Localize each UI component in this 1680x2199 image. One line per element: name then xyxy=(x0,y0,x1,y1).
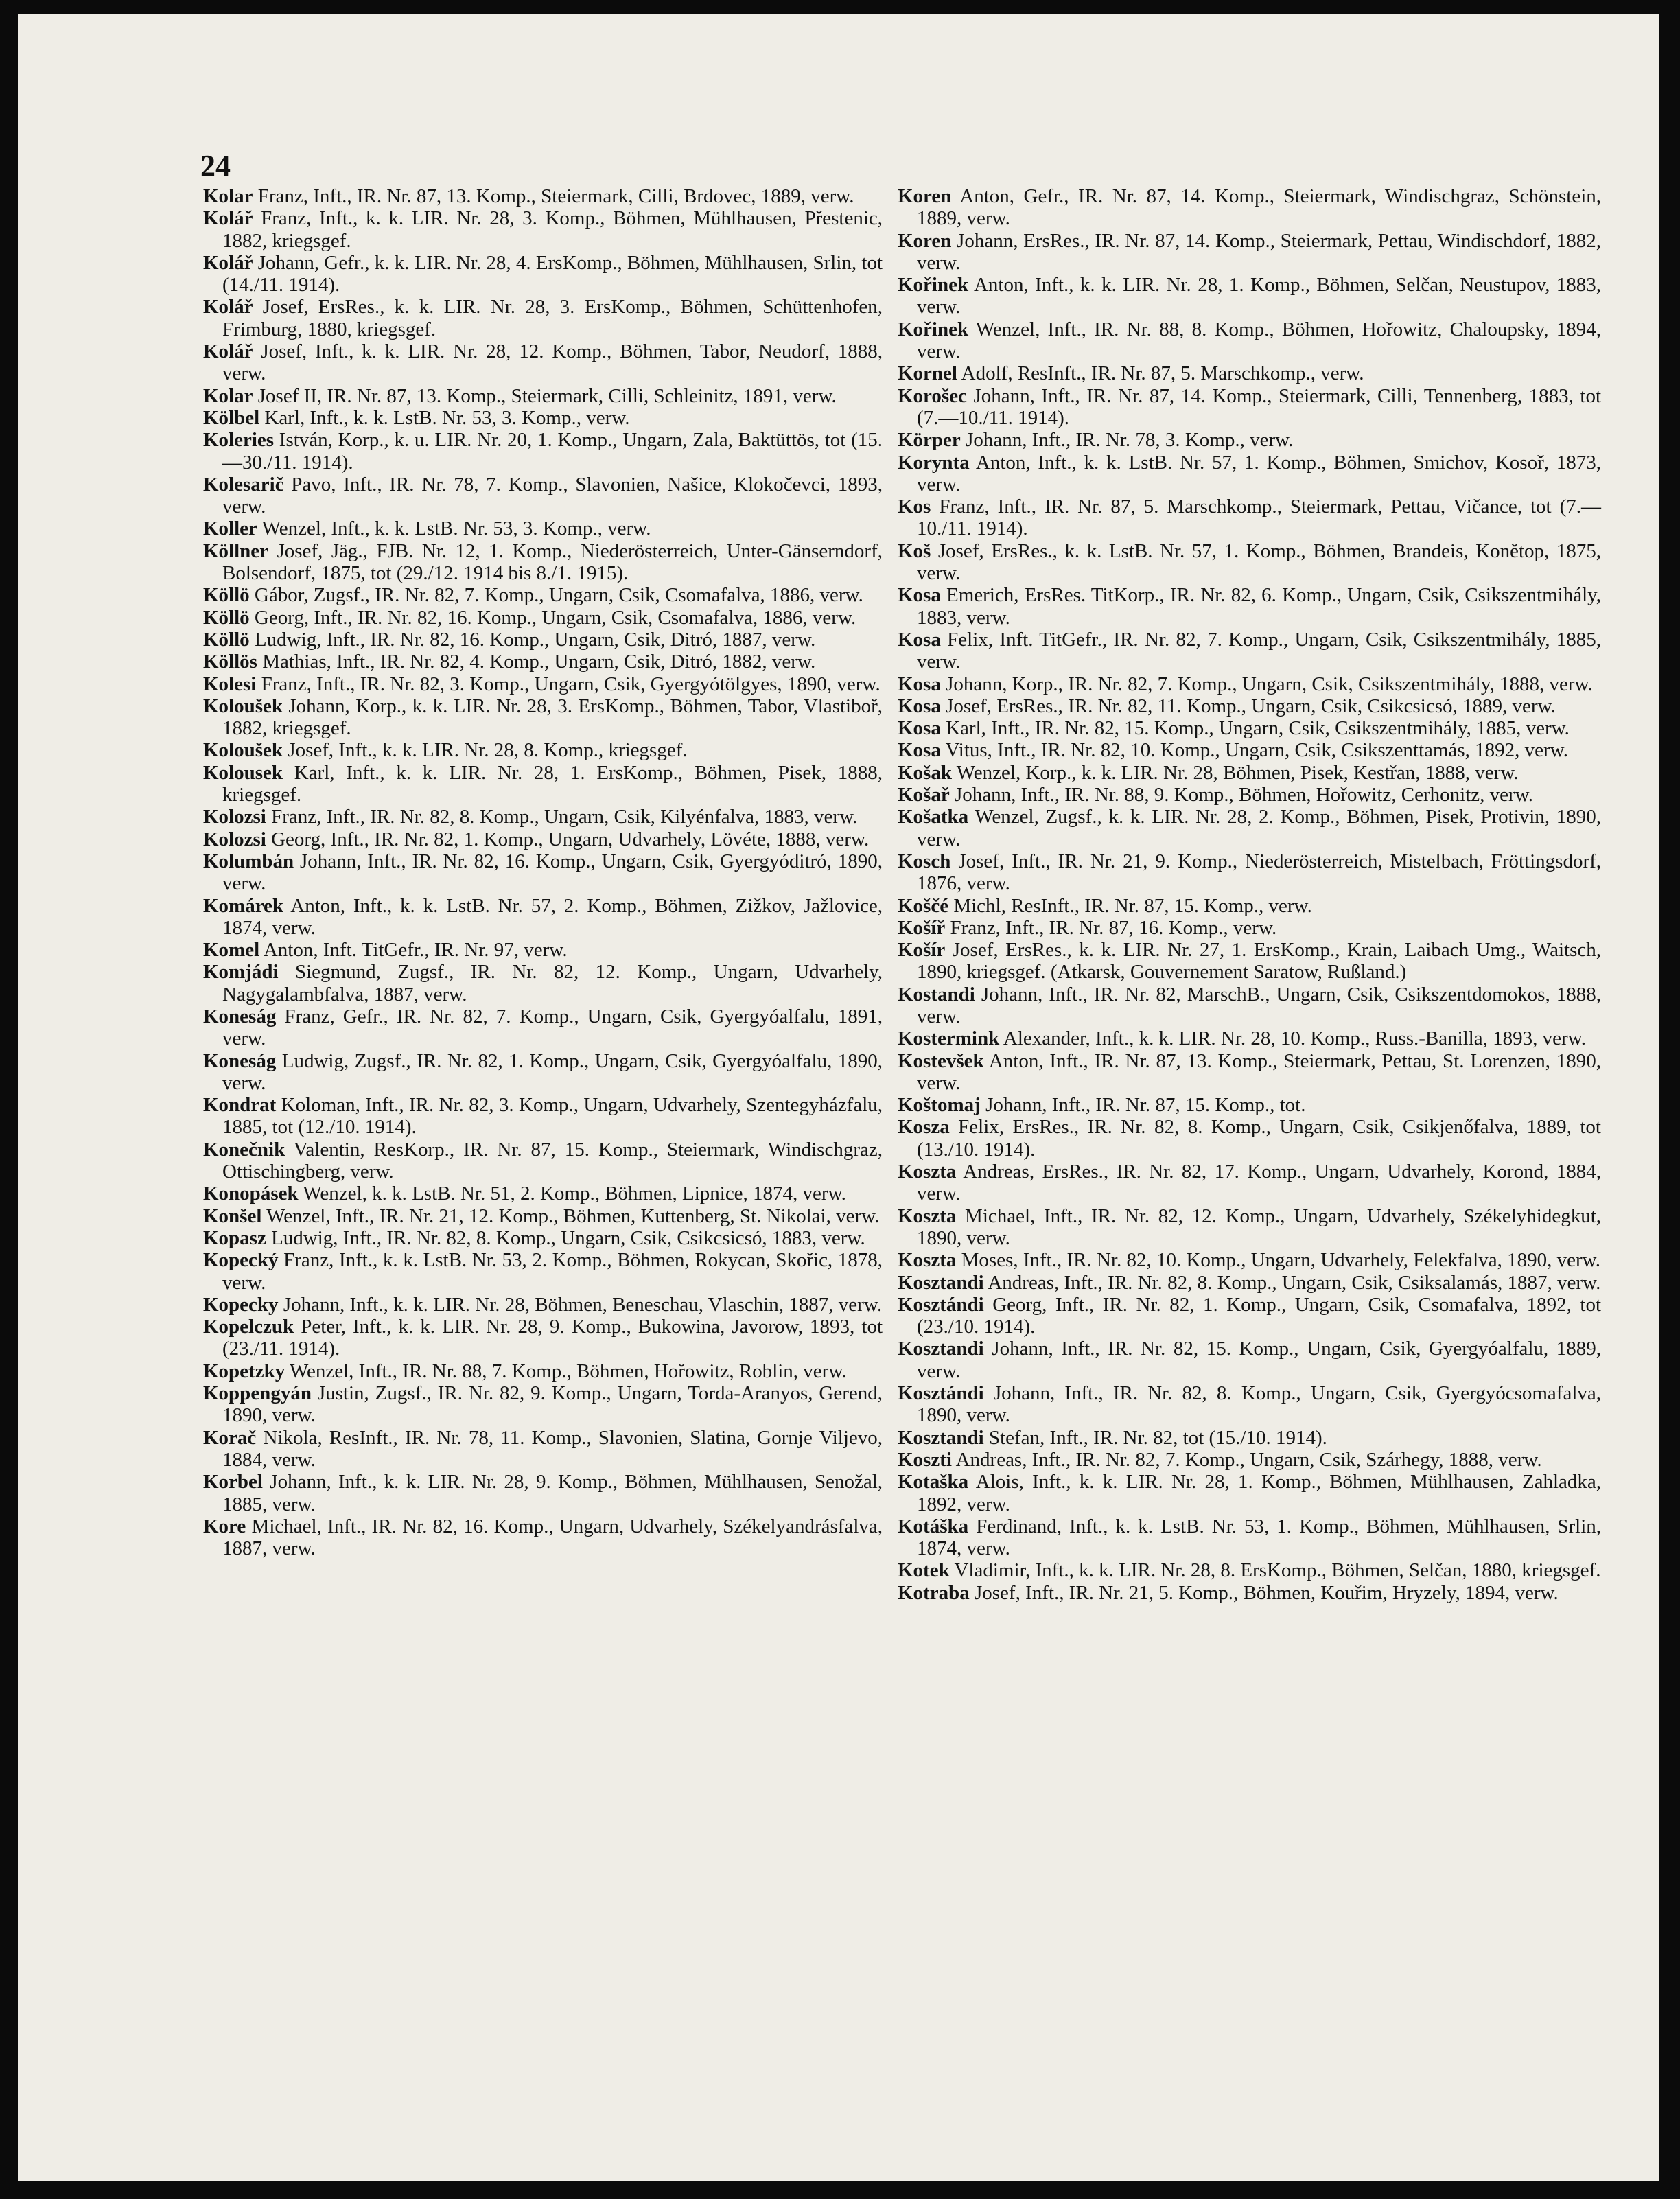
entry-surname: Kolář xyxy=(203,296,253,318)
entry-details: Felix, Inft. TitGefr., IR. Nr. 82, 7. Komp., Ungarn, Csik, Csikszentmihály, 1885, verw. xyxy=(917,628,1602,673)
entry-surname: Koloušek xyxy=(203,739,283,762)
entry-surname: Koszti xyxy=(898,1448,952,1471)
entry-details: Ludwig, Inft., IR. Nr. 82, 16. Komp., Ungarn, Csik, Ditró, 1887, verw. xyxy=(254,628,816,651)
entry-surname: Košíř xyxy=(898,916,946,939)
entry-details: Ludwig, Zugsf., IR. Nr. 82, 1. Komp., Ungarn, Csik, Gyergyóalfalu, 1890, verw. xyxy=(222,1049,883,1094)
register-entry xyxy=(898,1094,1601,1116)
register-entry xyxy=(898,917,1601,939)
register-entry xyxy=(203,340,883,385)
entry-details: Josef, ErsRes., k. k. LIR. Nr. 28, 3. ErsKomp., Böhmen, Schüttenhofen, Frimburg, 1880, kriegsgef. xyxy=(222,296,883,340)
register-entry xyxy=(203,407,883,429)
entry-details: Michael, Inft., IR. Nr. 82, 16. Komp., Ungarn, Udvarhely, Székelyandrásfalva, 1887, verw. xyxy=(222,1515,883,1560)
entry-details: Josef, Inft., IR. Nr. 21, 5. Komp., Böhmen, Kouřim, Hryzely, 1894, verw. xyxy=(974,1581,1559,1604)
entry-surname: Kosa xyxy=(898,717,941,740)
entry-details: Josef, Jäg., FJB. Nr. 12, 1. Komp., Niederösterreich, Unter-Gänserndorf, Bolsendorf, 1875, tot (29./12. 1914 bis 8./1. 1915). xyxy=(222,539,883,585)
register-entry xyxy=(203,895,883,940)
entry-surname: Kosza xyxy=(898,1116,950,1139)
page-number: 24 xyxy=(200,149,231,183)
register-entry xyxy=(898,362,1601,384)
register-entry xyxy=(203,850,883,895)
entry-details: Johann, Inft., IR. Nr. 88, 9. Komp., Böhmen, Hořowitz, Cerhonitz, verw. xyxy=(954,784,1533,806)
entry-surname: Köllner xyxy=(203,539,269,562)
entry-surname: Konečnik xyxy=(203,1138,285,1161)
entry-details: Ludwig, Inft., IR. Nr. 82, 8. Komp., Ungarn, Csik, Csikcsicsó, 1883, verw. xyxy=(271,1226,865,1249)
entry-details: Koloman, Inft., IR. Nr. 82, 3. Komp., Ungarn, Udvarhely, Szentegyházfalu, 1885, tot (12./10. 1914). xyxy=(222,1094,883,1139)
entry-details: Emerich, ErsRes. TitKorp., IR. Nr. 82, 6. Komp., Ungarn, Csik, Csikszentmihály, 1883, verw. xyxy=(917,584,1601,629)
entry-surname: Koloušek xyxy=(203,695,283,717)
entry-surname: Kolář xyxy=(203,207,253,230)
register-entry xyxy=(203,385,883,407)
entry-surname: Köllö xyxy=(203,584,250,607)
entry-surname: Kolesarič xyxy=(203,473,284,496)
entry-details: Andreas, Inft., IR. Nr. 82, 8. Komp., Ungarn, Csik, Csiksalamás, 1887, verw. xyxy=(988,1271,1601,1294)
entry-surname: Kosa xyxy=(898,695,941,717)
register-entry xyxy=(203,429,883,474)
register-entry xyxy=(203,1139,883,1183)
register-entry xyxy=(203,629,883,651)
register-entry xyxy=(898,318,1601,363)
register-entry xyxy=(203,185,883,207)
register-entry xyxy=(898,385,1601,430)
entry-details: Anton, Inft., k. k. LstB. Nr. 57, 2. Komp., Böhmen, Zižkov, Jažlovice, 1874, verw. xyxy=(222,894,883,939)
register-entry xyxy=(203,540,883,585)
register-entry xyxy=(898,540,1601,585)
entry-surname: Kos xyxy=(898,496,931,518)
entry-surname: Košatka xyxy=(898,806,969,828)
entry-details: Anton, Inft., k. k. LIR. Nr. 28, 1. Komp., Böhmen, Selčan, Neustupov, 1883, verw. xyxy=(917,274,1601,318)
entry-surname: Kosa xyxy=(898,673,941,695)
entry-details: Franz, Inft., IR. Nr. 82, 3. Komp., Ungarn, Csik, Gyergyótölgyes, 1890, verw. xyxy=(261,673,880,695)
entry-details: Wenzel, Inft., IR. Nr. 88, 8. Komp., Böhmen, Hořowitz, Chaloupsky, 1894, verw. xyxy=(917,318,1601,363)
right-column xyxy=(898,185,1601,1604)
entry-surname: Kořinek xyxy=(898,274,969,296)
entry-surname: Kostevšek xyxy=(898,1049,984,1072)
entry-details: Moses, Inft., IR. Nr. 82, 10. Komp., Ungarn, Udvarhely, Felekfalva, 1890, verw. xyxy=(961,1249,1600,1272)
register-entry xyxy=(898,429,1601,451)
entry-surname: Kosztandi xyxy=(898,1426,984,1449)
entry-details: Anton, Inft. TitGefr., IR. Nr. 97, verw. xyxy=(263,939,568,962)
entry-surname: Kolozsi xyxy=(203,828,266,850)
entry-surname: Kosch xyxy=(898,850,951,872)
entry-details: Andreas, Inft., IR. Nr. 82, 7. Komp., Ungarn, Csik, Szárhegy, 1888, verw. xyxy=(955,1448,1542,1471)
entry-surname: Kore xyxy=(203,1515,246,1537)
entry-details: Anton, Inft., k. k. LstB. Nr. 57, 1. Komp., Böhmen, Smichov, Kosoř, 1873, verw. xyxy=(917,451,1601,496)
entry-details: Wenzel, Inft., IR. Nr. 21, 12. Komp., Böhmen, Kuttenberg, St. Nikolai, verw. xyxy=(266,1205,880,1227)
entry-details: Anton, Gefr., IR. Nr. 87, 14. Komp., Steiermark, Windischgraz, Schönstein, 1889, verw. xyxy=(917,185,1602,230)
entry-surname: Kolumbán xyxy=(203,850,294,872)
entry-surname: Kosztandi xyxy=(898,1338,984,1360)
register-entry xyxy=(898,1515,1601,1560)
entry-surname: Kostermink xyxy=(898,1027,1000,1050)
register-entry xyxy=(898,806,1601,850)
entry-surname: Kolar xyxy=(203,384,253,407)
entry-surname: Kosa xyxy=(898,628,941,651)
entry-details: Felix, ErsRes., IR. Nr. 82, 8. Komp., Ungarn, Csik, Csikjenőfalva, 1889, tot (13./10. 1914). xyxy=(917,1116,1601,1161)
entry-details: Wenzel, Korp., k. k. LIR. Nr. 28, Böhmen, Pisek, Kestřan, 1888, verw. xyxy=(956,761,1519,784)
entry-details: Johann, Inft., IR. Nr. 82, 15. Komp., Ungarn, Csik, Gyergyóalfalu, 1889, verw. xyxy=(917,1338,1602,1382)
entry-surname: Kosa xyxy=(898,739,941,762)
entry-surname: Kosztándi xyxy=(898,1382,984,1405)
register-entry xyxy=(898,496,1601,540)
entry-surname: Kopetzky xyxy=(203,1360,285,1382)
register-entry xyxy=(203,806,883,828)
entry-surname: Köllö xyxy=(203,606,250,629)
entry-surname: Koszta xyxy=(898,1249,957,1272)
entry-details: Johann, Inft., k. k. LIR. Nr. 28, 9. Komp., Böhmen, Mühlhausen, Senožal, 1885, verw. xyxy=(222,1471,883,1515)
entry-details: Johann, Korp., k. k. LIR. Nr. 28, 3. ErsKomp., Böhmen, Tabor, Vlastiboř, 1882, kriegsgef. xyxy=(222,695,883,740)
register-entry xyxy=(898,1582,1601,1604)
entry-surname: Kotáška xyxy=(898,1515,969,1537)
entry-surname: Kosztandi xyxy=(898,1271,984,1294)
entry-surname: Kolar xyxy=(203,185,253,207)
entry-details: Siegmund, Zugsf., IR. Nr. 82, 12. Komp., Ungarn, Udvarhely, Nagygalambfalva, 1887, verw. xyxy=(222,961,883,1005)
register-entry xyxy=(898,1559,1601,1581)
register-entry xyxy=(898,762,1601,784)
entry-details: Alexander, Inft., k. k. LIR. Nr. 28, 10. Komp., Russ.-Banilla, 1893, verw. xyxy=(1003,1027,1586,1050)
register-entry xyxy=(203,739,883,761)
entry-details: Wenzel, Zugsf., k. k. LIR. Nr. 28, 2. Komp., Böhmen, Pisek, Protivin, 1890, verw. xyxy=(917,806,1601,850)
entry-surname: Kopecký xyxy=(203,1249,279,1272)
entry-details: Franz, Inft., k. k. LIR. Nr. 28, 3. Komp., Böhmen, Mühlhausen, Přestenic, 1882, kriegsgef. xyxy=(222,207,883,252)
register-entry xyxy=(898,629,1601,673)
register-entry xyxy=(898,1338,1601,1382)
entry-details: Franz, Inft., IR. Nr. 87, 13. Komp., Steiermark, Cilli, Brdovec, 1889, verw. xyxy=(257,185,854,207)
entry-surname: Koszta xyxy=(898,1205,957,1227)
entry-surname: Korošec xyxy=(898,384,967,407)
register-entry xyxy=(898,185,1601,230)
entry-details: István, Korp., k. u. LIR. Nr. 20, 1. Komp., Ungarn, Zala, Baktüttös, tot (15.—30./11. 1914). xyxy=(222,429,883,474)
register-entry xyxy=(898,1161,1601,1205)
entry-details: Franz, Gefr., IR. Nr. 82, 7. Komp., Ungarn, Csik, Gyergyóalfalu, 1891, verw. xyxy=(222,1005,883,1050)
entry-surname: Kopecky xyxy=(203,1293,279,1316)
entry-surname: Košař xyxy=(898,784,950,806)
entry-details: Mathias, Inft., IR. Nr. 82, 4. Komp., Ungarn, Csik, Ditró, 1882, verw. xyxy=(262,651,816,673)
register-entry xyxy=(898,1205,1601,1250)
entry-surname: Koš xyxy=(898,539,931,562)
register-entry xyxy=(898,1427,1601,1449)
register-entry xyxy=(203,1205,883,1227)
register-entry xyxy=(203,695,883,740)
register-entry xyxy=(898,739,1601,761)
entry-details: Alois, Inft., k. k. LIR. Nr. 28, 1. Komp., Böhmen, Mühlhausen, Zahladka, 1892, verw. xyxy=(917,1471,1601,1515)
entry-surname: Koneság xyxy=(203,1049,277,1072)
register-entry xyxy=(898,1449,1601,1471)
entry-details: Ferdinand, Inft., k. k. LstB. Nr. 53, 1. Komp., Böhmen, Mühlhausen, Srlin, 1874, verw. xyxy=(917,1515,1602,1560)
entry-surname: Kosa xyxy=(898,584,941,607)
register-entry xyxy=(203,1183,883,1205)
entry-surname: Kotraba xyxy=(898,1581,970,1604)
register-entry xyxy=(203,1294,883,1316)
register-entry xyxy=(203,1471,883,1515)
register-entry xyxy=(898,784,1601,806)
register-entry xyxy=(898,452,1601,496)
register-entry xyxy=(898,1116,1601,1161)
entry-details: Franz, Inft., IR. Nr. 82, 8. Komp., Ungarn, Csik, Kilyénfalva, 1883, verw. xyxy=(271,806,858,828)
entry-details: Stefan, Inft., IR. Nr. 82, tot (15./10. 1914). xyxy=(988,1426,1327,1449)
entry-details: Vitus, Inft., IR. Nr. 82, 10. Komp., Ungarn, Csik, Csikszenttamás, 1892, verw. xyxy=(945,739,1568,762)
entry-details: Johann, Korp., IR. Nr. 82, 7. Komp., Ungarn, Csik, Csikszentmihály, 1888, verw. xyxy=(946,673,1593,695)
entry-surname: Koščé xyxy=(898,894,949,917)
entry-details: Georg, Inft., IR. Nr. 82, 1. Komp., Ungarn, Udvarhely, Lövéte, 1888, verw. xyxy=(271,828,870,850)
register-entry xyxy=(203,517,883,539)
entry-surname: Koppengyán xyxy=(203,1382,312,1405)
register-entry xyxy=(203,939,883,961)
entry-surname: Köllös xyxy=(203,651,257,673)
entry-details: Johann, Inft., IR. Nr. 82, 16. Komp., Ungarn, Csik, Gyergyóditró, 1890, verw. xyxy=(222,850,883,895)
register-entry xyxy=(898,895,1601,917)
entry-details: Josef, Inft., k. k. LIR. Nr. 28, 8. Komp., kriegsgef. xyxy=(288,739,688,762)
entry-surname: Kolesi xyxy=(203,673,257,695)
entry-surname: Konšel xyxy=(203,1205,262,1227)
entry-details: Vladimir, Inft., k. k. LIR. Nr. 28, 8. ErsKomp., Böhmen, Selčan, 1880, kriegsgef. xyxy=(954,1559,1601,1582)
entry-surname: Kolousek xyxy=(203,761,283,784)
register-entry xyxy=(203,474,883,518)
entry-details: Johann, Inft., IR. Nr. 78, 3. Komp., verw. xyxy=(966,429,1294,452)
entry-details: Johann, Inft., IR. Nr. 82, MarschB., Ungarn, Csik, Csikszentdomokos, 1888, verw. xyxy=(917,983,1601,1027)
entry-surname: Komjádi xyxy=(203,961,279,984)
entry-details: Wenzel, k. k. LstB. Nr. 51, 2. Komp., Böhmen, Lipnice, 1874, verw. xyxy=(303,1183,846,1205)
register-entry xyxy=(898,274,1601,318)
entry-details: Josef, ErsRes., k. k. LstB. Nr. 57, 1. Komp., Böhmen, Brandeis, Konětop, 1875, verw. xyxy=(917,539,1602,585)
register-entry xyxy=(203,296,883,340)
entry-details: Johann, Inft., IR. Nr. 87, 15. Komp., tot. xyxy=(985,1094,1306,1117)
entry-surname: Kondrat xyxy=(203,1094,277,1117)
register-entry xyxy=(898,584,1601,629)
entry-surname: Kosztándi xyxy=(898,1293,984,1316)
register-entry xyxy=(203,1360,883,1382)
entry-surname: Kotek xyxy=(898,1559,950,1582)
entry-details: Johann, Inft., IR. Nr. 87, 14. Komp., Steiermark, Cilli, Tennenberg, 1883, tot (7.—10./11. 1914). xyxy=(917,384,1602,429)
entry-surname: Kopasz xyxy=(203,1226,266,1249)
register-entry xyxy=(898,1272,1601,1294)
entry-surname: Kostandi xyxy=(898,983,975,1005)
entry-surname: Koneság xyxy=(203,1005,277,1027)
entry-surname: Köllö xyxy=(203,628,250,651)
entry-details: Johann, Inft., IR. Nr. 82, 8. Komp., Ungarn, Csik, Gyergyócsomafalva, 1890, verw. xyxy=(917,1382,1602,1427)
entry-details: Karl, Inft., IR. Nr. 82, 15. Komp., Ungarn, Csik, Csikszentmihály, 1885, verw. xyxy=(946,717,1570,740)
entry-surname: Korbel xyxy=(203,1471,263,1493)
entry-details: Karl, Inft., k. k. LIR. Nr. 28, 1. ErsKomp., Böhmen, Pisek, 1888, kriegsgef. xyxy=(222,761,883,806)
register-entry xyxy=(203,961,883,1005)
entry-surname: Koleries xyxy=(203,429,275,452)
register-entry xyxy=(898,673,1601,695)
entry-details: Josef, ErsRes., k. k. LIR. Nr. 27, 1. ErsKomp., Krain, Laibach Umg., Waitsch, 1890, kriegsgef. (Atkarsk, Gouvernement Saratow, Rußland.) xyxy=(917,939,1601,984)
register-entry xyxy=(203,762,883,806)
register-entry xyxy=(203,1050,883,1095)
entry-surname: Kolozsi xyxy=(203,806,266,828)
entry-surname: Komárek xyxy=(203,894,284,917)
register-entry xyxy=(203,207,883,252)
entry-details: Peter, Inft., k. k. LIR. Nr. 28, 9. Komp., Bukowina, Javorow, 1893, tot (23./11. 1914). xyxy=(222,1316,883,1360)
entry-details: Josef, Inft., k. k. LIR. Nr. 28, 12. Komp., Böhmen, Tabor, Neudorf, 1888, verw. xyxy=(222,340,883,385)
register-entry xyxy=(898,1294,1601,1338)
register-entry xyxy=(898,230,1601,275)
entry-details: Wenzel, Inft., k. k. LstB. Nr. 53, 3. Komp., verw. xyxy=(261,517,651,540)
register-entry xyxy=(898,850,1601,895)
register-entry xyxy=(898,939,1601,984)
register-entry xyxy=(898,695,1601,717)
register-entry xyxy=(898,1382,1601,1427)
entry-details: Johann, Inft., k. k. LIR. Nr. 28, Böhmen, Beneschau, Vlaschin, 1887, verw. xyxy=(283,1293,883,1316)
entry-details: Johann, ErsRes., IR. Nr. 87, 14. Komp., Steiermark, Pettau, Windischdorf, 1882, verw. xyxy=(917,229,1601,274)
entry-details: Andreas, ErsRes., IR. Nr. 82, 17. Komp., Ungarn, Udvarhely, Korond, 1884, verw. xyxy=(917,1161,1602,1205)
entry-surname: Koszta xyxy=(898,1161,957,1183)
entry-details: Josef, Inft., IR. Nr. 21, 9. Komp., Niederösterreich, Mistelbach, Fröttingsdorf, 1876, verw. xyxy=(917,850,1602,895)
entry-surname: Körper xyxy=(898,429,961,452)
entry-details: Karl, Inft., k. k. LstB. Nr. 53, 3. Komp., verw. xyxy=(264,406,630,429)
entry-surname: Košak xyxy=(898,761,952,784)
entry-details: Josef II, IR. Nr. 87, 13. Komp., Steiermark, Cilli, Schleinitz, 1891, verw. xyxy=(257,384,837,407)
register-entry xyxy=(203,1427,883,1471)
entry-details: Valentin, ResKorp., IR. Nr. 87, 15. Komp., Steiermark, Windischgraz, Ottischingberg, verw. xyxy=(222,1138,883,1183)
entry-surname: Kolář xyxy=(203,251,253,274)
register-entry xyxy=(203,1005,883,1050)
entry-details: Franz, Inft., IR. Nr. 87, 16. Komp., verw. xyxy=(950,916,1277,939)
entry-surname: Kolář xyxy=(203,340,253,363)
entry-surname: Koren xyxy=(898,185,952,207)
register-entry xyxy=(898,1249,1601,1271)
entry-surname: Košír xyxy=(898,939,946,962)
entry-details: Georg, Inft., IR. Nr. 82, 1. Komp., Ungarn, Csik, Csomafalva, 1892, tot (23./10. 1914). xyxy=(917,1293,1601,1338)
register-entry xyxy=(203,1316,883,1360)
entry-details: Johann, Gefr., k. k. LIR. Nr. 28, 4. ErsKomp., Böhmen, Mühlhausen, Srlin, tot (14./11. 1914). xyxy=(222,251,883,296)
entry-details: Adolf, ResInft., IR. Nr. 87, 5. Marschkomp., verw. xyxy=(961,362,1364,385)
register-entry xyxy=(898,1027,1601,1049)
entry-surname: Koštomaj xyxy=(898,1094,981,1117)
entry-details: Wenzel, Inft., IR. Nr. 88, 7. Komp., Böhmen, Hořowitz, Roblin, verw. xyxy=(289,1360,847,1382)
register-entry xyxy=(898,1050,1601,1095)
register-entry xyxy=(203,1094,883,1139)
entry-details: Michael, Inft., IR. Nr. 82, 12. Komp., Ungarn, Udvarhely, Székelyhidegkut, 1890, verw. xyxy=(917,1205,1602,1249)
register-entry xyxy=(898,1471,1601,1515)
entry-surname: Kölbel xyxy=(203,406,260,429)
register-entry xyxy=(203,1249,883,1294)
scanned-page xyxy=(18,14,1659,2181)
entry-details: Justin, Zugsf., IR. Nr. 82, 9. Komp., Ungarn, Torda-Aranyos, Gerend, 1890, verw. xyxy=(222,1382,883,1427)
entry-details: Gábor, Zugsf., IR. Nr. 82, 7. Komp., Ungarn, Csik, Csomafalva, 1886, verw. xyxy=(254,584,863,607)
entry-details: Michl, ResInft., IR. Nr. 87, 15. Komp., verw. xyxy=(953,894,1312,917)
entry-details: Josef, ErsRes., IR. Nr. 82, 11. Komp., Ungarn, Csik, Csikcsicsó, 1889, verw. xyxy=(946,695,1556,717)
left-column xyxy=(203,185,883,1559)
entry-surname: Koren xyxy=(898,229,952,252)
entry-surname: Konopásek xyxy=(203,1183,299,1205)
register-entry xyxy=(203,1382,883,1427)
register-entry xyxy=(203,651,883,673)
entry-details: Franz, Inft., k. k. LstB. Nr. 53, 2. Komp., Böhmen, Rokycan, Skořic, 1878, verw. xyxy=(222,1249,883,1294)
entry-details: Anton, Inft., IR. Nr. 87, 13. Komp., Steiermark, Pettau, St. Lorenzen, 1890, verw. xyxy=(917,1049,1601,1094)
entry-details: Pavo, Inft., IR. Nr. 78, 7. Komp., Slavonien, Našice, Klokočevci, 1893, verw. xyxy=(222,473,883,518)
entry-surname: Korynta xyxy=(898,451,970,474)
register-entry xyxy=(203,673,883,695)
register-entry xyxy=(203,1227,883,1249)
entry-details: Franz, Inft., IR. Nr. 87, 5. Marschkomp., Steiermark, Pettau, Vičance, tot (7.—10./11. 1914). xyxy=(917,496,1601,540)
entry-surname: Kotaška xyxy=(898,1471,969,1493)
entry-surname: Kornel xyxy=(898,362,957,385)
register-entry xyxy=(898,717,1601,739)
entry-surname: Komel xyxy=(203,939,260,962)
entry-surname: Koller xyxy=(203,517,257,540)
entry-surname: Korač xyxy=(203,1426,257,1449)
entry-details: Nikola, ResInft., IR. Nr. 78, 11. Komp., Slavonien, Slatina, Gornje Viljevo, 1884, verw. xyxy=(222,1426,883,1471)
register-entry xyxy=(203,607,883,629)
entry-details: Georg, Inft., IR. Nr. 82, 16. Komp., Ungarn, Csik, Csomafalva, 1886, verw. xyxy=(254,606,856,629)
register-entry xyxy=(203,584,883,606)
register-entry xyxy=(203,1515,883,1560)
entry-surname: Kořinek xyxy=(898,318,969,340)
entry-surname: Kopelczuk xyxy=(203,1316,294,1338)
register-entry xyxy=(203,252,883,296)
register-entry xyxy=(203,828,883,850)
register-entry xyxy=(898,984,1601,1028)
